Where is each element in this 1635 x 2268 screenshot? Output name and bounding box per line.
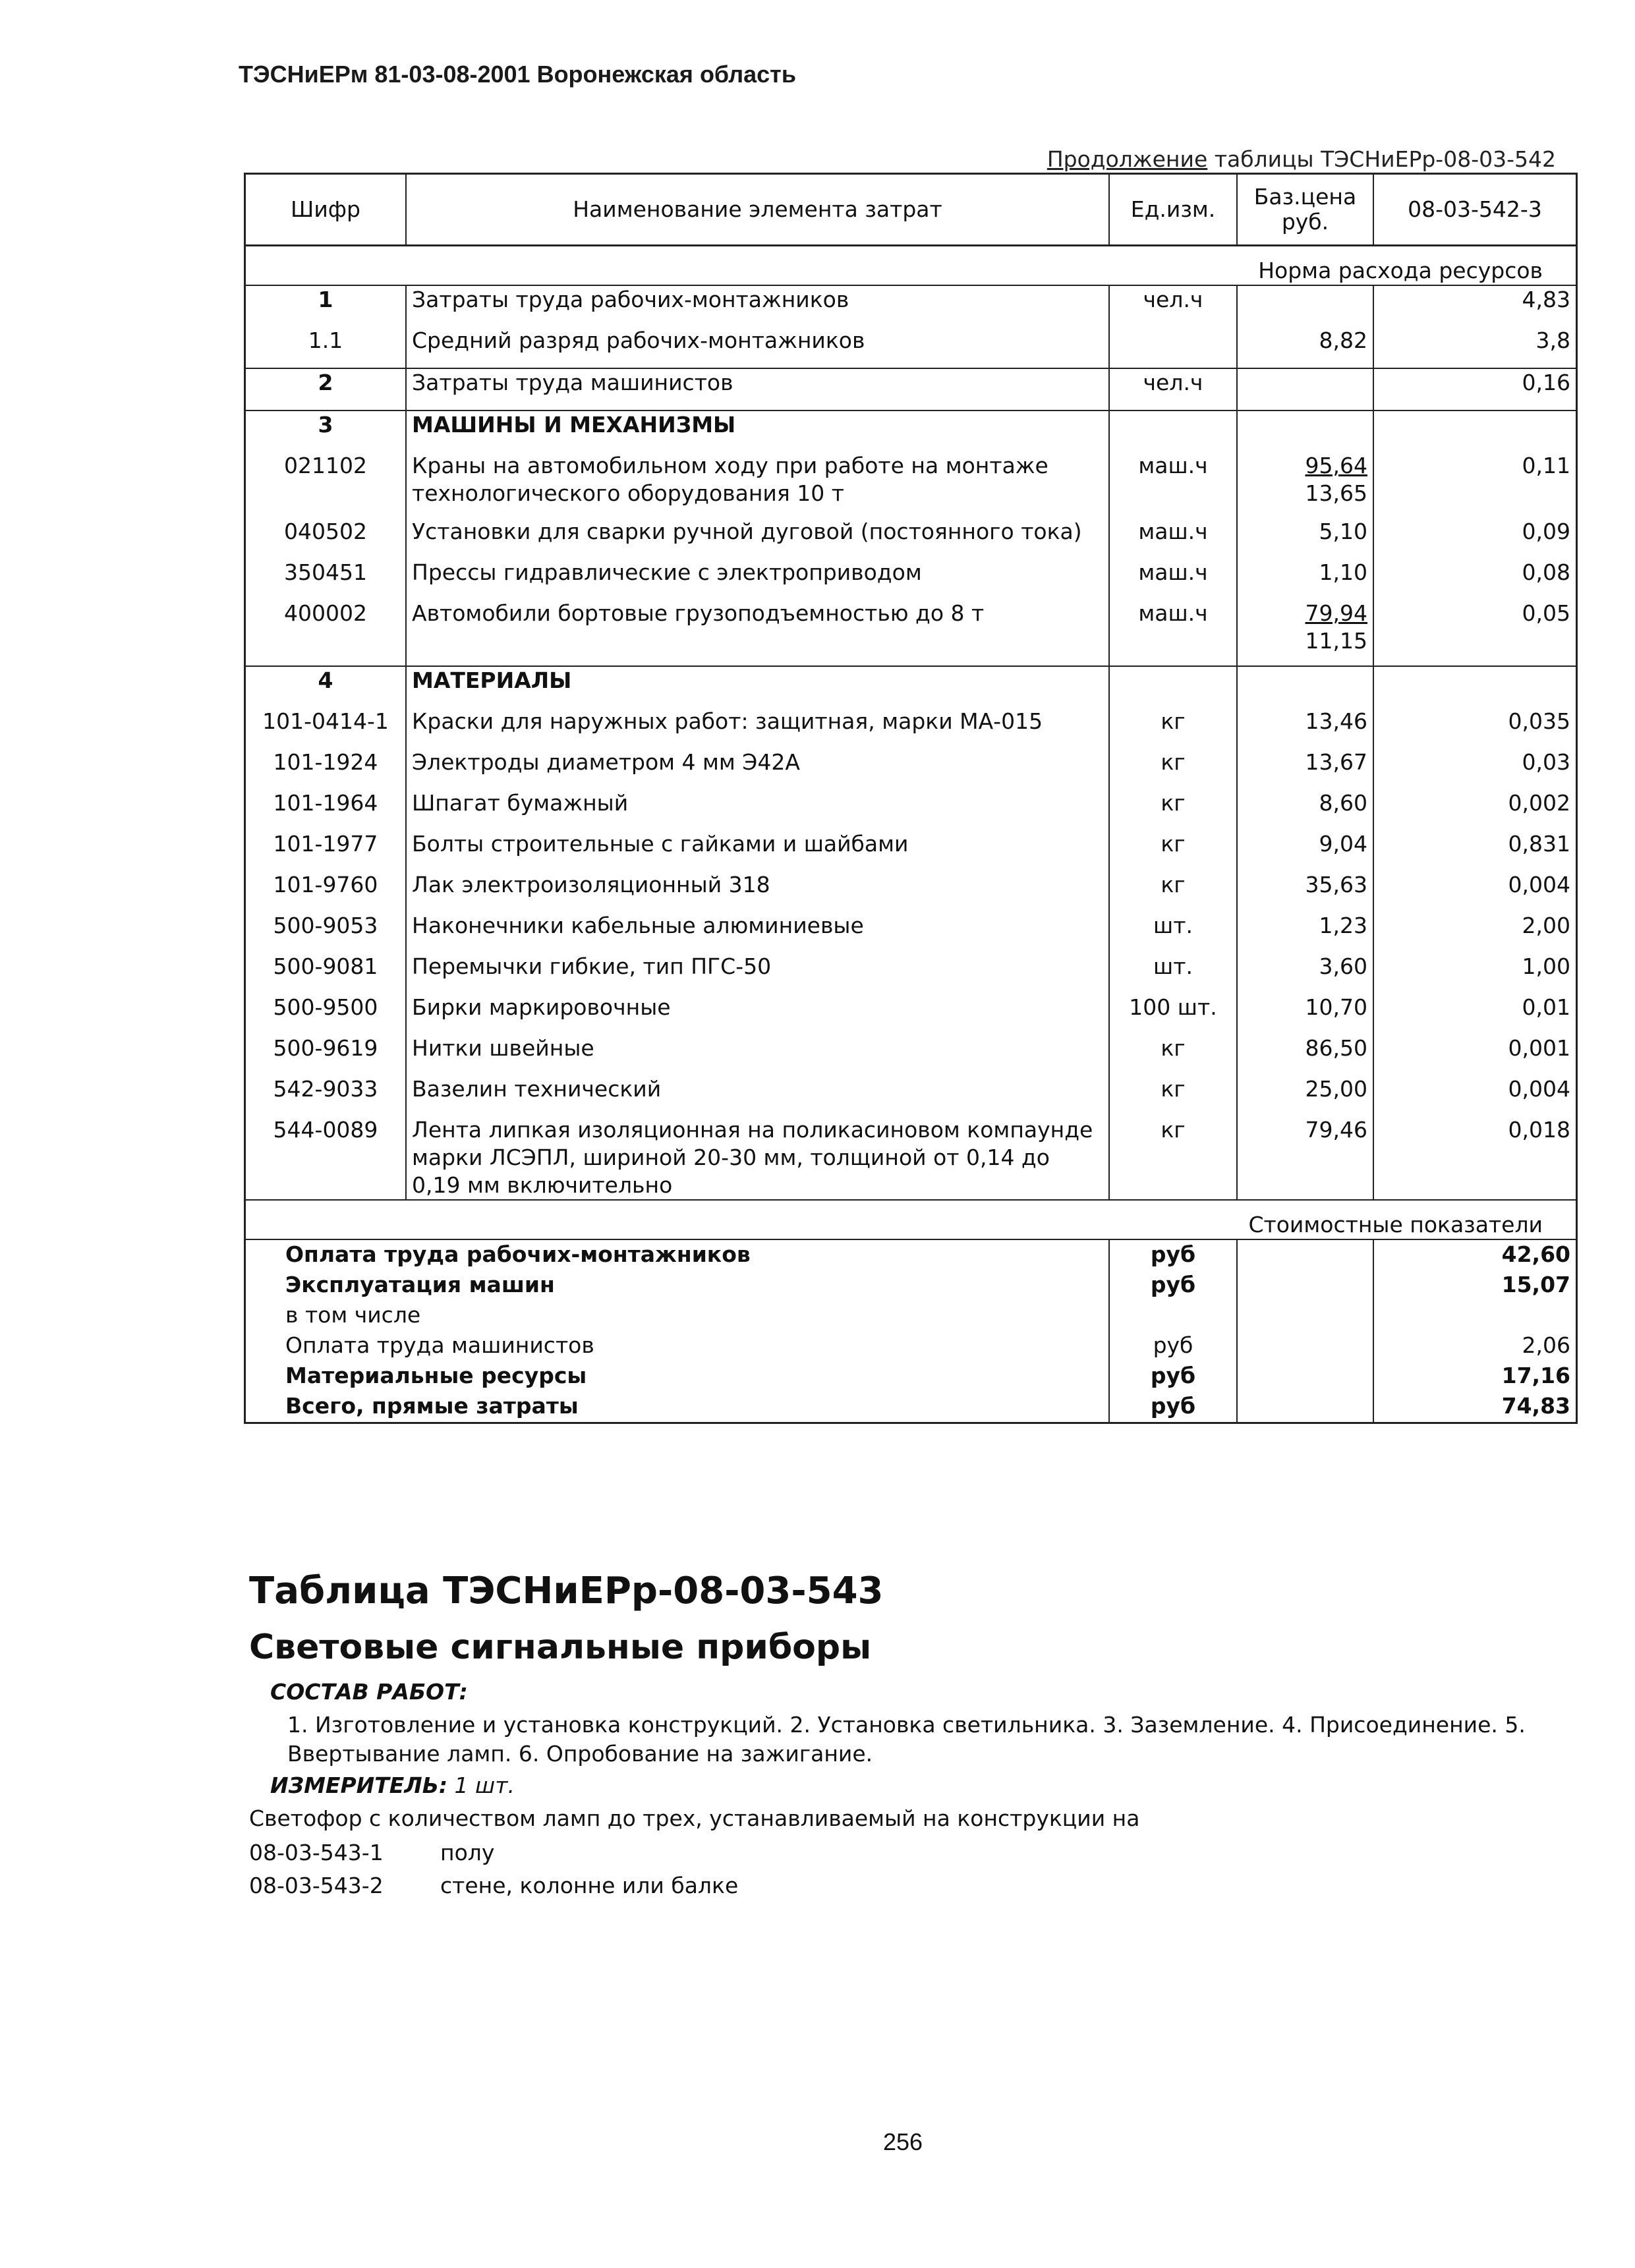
cell-price: 86,50 [1237, 1035, 1373, 1075]
summary-row [245, 1239, 1577, 1270]
description: Светофор с количеством ламп до трех, устанавливаемый на конструкции на [249, 1805, 1140, 1831]
cell-code: 500-9053 [245, 912, 407, 953]
cell-empty [1237, 1361, 1373, 1392]
resource-table [244, 173, 1578, 1424]
summary-row [245, 1301, 1577, 1331]
cell-value: 0,16 [1373, 368, 1577, 411]
cell-price: 3,60 [1237, 953, 1373, 994]
cell-name: Средний разряд рабочих-монтажников [406, 327, 1109, 368]
section-cost-label: Стоимостные показатели [245, 1200, 1577, 1239]
cell-code: 544-0089 [245, 1116, 407, 1200]
cell-empty [1109, 411, 1237, 452]
cell-value: 2,00 [1373, 912, 1577, 953]
cell-value: 0,01 [1373, 994, 1577, 1035]
summary-unit: руб [1109, 1392, 1237, 1423]
cell-code: 500-9619 [245, 1035, 407, 1075]
cell-price: 13,67 [1237, 749, 1373, 789]
header-column-code: 08-03-542-3 [1373, 174, 1577, 246]
summary-name: в том числе [245, 1301, 1110, 1331]
works-text: 1. Изготовление и установка конструкций. 2. Установка светильника. 3. Заземление. 4. Присоединение. 5. Ввертывание ламп. 6. Опробование на зажигание. [287, 1712, 1526, 1767]
cell-value: 0,09 [1373, 518, 1577, 559]
cell-empty [1237, 411, 1373, 452]
page-number: 256 [883, 2128, 923, 2155]
cell-price: 25,00 [1237, 1075, 1373, 1116]
cell-unit: маш.ч [1109, 559, 1237, 600]
cell-code: 500-9500 [245, 994, 407, 1035]
cell-code: 500-9081 [245, 953, 407, 994]
cell-name: Наконечники кабельные алюминиевые [406, 912, 1109, 953]
summary-row [245, 1361, 1577, 1392]
price-denominator: 13,65 [1305, 480, 1367, 506]
cell-code: 542-9033 [245, 1075, 407, 1116]
section-norm-label: Норма расхода ресурсов [245, 246, 1577, 286]
materials-title-row [245, 666, 1577, 708]
item-code: 08-03-543-1 [249, 1840, 384, 1865]
cell-code: 021102 [245, 452, 407, 518]
material-row [245, 953, 1577, 994]
cell-unit: кг [1109, 789, 1237, 830]
summary-name: Всего, прямые затраты [245, 1392, 1110, 1423]
measure-value: 1 шт. [447, 1772, 515, 1798]
material-row [245, 830, 1577, 871]
cell-code: 101-1977 [245, 830, 407, 871]
machines-title-row [245, 411, 1577, 452]
summary-value: 2,06 [1373, 1331, 1577, 1361]
material-row [245, 789, 1577, 830]
summary-unit: руб [1109, 1270, 1237, 1301]
cell-price [1237, 600, 1373, 666]
summary-unit: руб [1109, 1331, 1237, 1361]
material-row [245, 1035, 1577, 1075]
cell-unit: кг [1109, 749, 1237, 789]
summary-row [245, 1270, 1577, 1301]
summary-value: 74,83 [1373, 1392, 1577, 1423]
cell-value: 0,004 [1373, 1075, 1577, 1116]
cell-code: 400002 [245, 600, 407, 666]
header-unit: Ед.изм. [1109, 174, 1237, 246]
cell-name: Болты строительные с гайками и шайбами [406, 830, 1109, 871]
machine-row [245, 518, 1577, 559]
summary-unit [1109, 1301, 1237, 1331]
cell-code: 4 [245, 666, 407, 708]
price-numerator: 79,94 [1305, 600, 1367, 626]
cell-price: 1,10 [1237, 559, 1373, 600]
cell-empty [1237, 1270, 1373, 1301]
header-price-line2: руб. [1281, 209, 1329, 235]
header-name: Наименование элемента затрат [406, 174, 1109, 246]
labor-row [245, 285, 1577, 327]
cell-price: 5,10 [1237, 518, 1373, 559]
cell-value: 4,83 [1373, 285, 1577, 327]
cell-name: Лента липкая изоляционная на поликасиновом компаунде марки ЛСЭПЛ, шириной 20-30 мм, толщиной от 0,14 до 0,19 мм включительно [406, 1116, 1109, 1200]
cell-unit: чел.ч [1109, 285, 1237, 327]
cell-price [1237, 452, 1373, 518]
cell-unit: маш.ч [1109, 452, 1237, 518]
table-header-row [245, 174, 1577, 246]
cell-name: Лак электроизоляционный 318 [406, 871, 1109, 912]
item-row [249, 1840, 494, 1865]
cell-name: Нитки швейные [406, 1035, 1109, 1075]
cell-name: Установки для сварки ручной дуговой (постоянного тока) [406, 518, 1109, 559]
cell-name: Перемычки гибкие, тип ПГС-50 [406, 953, 1109, 994]
cell-code: 3 [245, 411, 407, 452]
summary-name: Оплата труда рабочих-монтажников [245, 1239, 1110, 1270]
header-price-line1: Баз.цена [1253, 184, 1357, 210]
cell-name: Электроды диаметром 4 мм Э42А [406, 749, 1109, 789]
cell-empty [1237, 1239, 1373, 1270]
cell-unit: кг [1109, 871, 1237, 912]
material-row [245, 1116, 1577, 1200]
header-code: Шифр [245, 174, 407, 246]
cell-code: 040502 [245, 518, 407, 559]
cell-unit: кг [1109, 830, 1237, 871]
item-row [249, 1873, 738, 1898]
machine-row [245, 600, 1577, 666]
material-row [245, 708, 1577, 749]
summary-unit: руб [1109, 1361, 1237, 1392]
cell-price: 1,23 [1237, 912, 1373, 953]
machinists-row [245, 368, 1577, 411]
cell-name: Автомобили бортовые грузоподъемностью до 8 т [406, 600, 1109, 666]
table-continuation-caption [1047, 146, 1556, 172]
summary-name: Оплата труда машинистов [245, 1331, 1110, 1361]
material-row [245, 871, 1577, 912]
section-title: МАШИНЫ И МЕХАНИЗМЫ [406, 411, 1109, 452]
cell-empty [1373, 411, 1577, 452]
material-row [245, 912, 1577, 953]
cell-code: 1 [245, 285, 407, 327]
cell-price [1237, 285, 1373, 327]
cell-value: 0,018 [1373, 1116, 1577, 1200]
cell-unit: шт. [1109, 912, 1237, 953]
works-heading: СОСТАВ РАБОТ: [270, 1679, 468, 1705]
cell-value: 0,05 [1373, 600, 1577, 666]
cell-code: 101-9760 [245, 871, 407, 912]
cell-value: 0,831 [1373, 830, 1577, 871]
summary-value: 42,60 [1373, 1239, 1577, 1270]
cell-empty [1237, 666, 1373, 708]
cell-empty [1237, 1301, 1373, 1331]
page-header: ТЭСНиЕРм 81-03-08-2001 Воронежская область [239, 61, 796, 88]
cell-value: 0,035 [1373, 708, 1577, 749]
cell-name: Краны на автомобильном ходу при работе на монтаже технологического оборудования 10 т [406, 452, 1109, 518]
caption-prefix: Продолжение [1047, 146, 1208, 172]
cell-unit: 100 шт. [1109, 994, 1237, 1035]
cell-empty [1237, 1331, 1373, 1361]
cell-unit: маш.ч [1109, 518, 1237, 559]
summary-row [245, 1331, 1577, 1361]
section-cost-row [245, 1200, 1577, 1239]
cell-price: 8,60 [1237, 789, 1373, 830]
measure-line [270, 1772, 515, 1798]
cell-code: 350451 [245, 559, 407, 600]
cell-unit: кг [1109, 1035, 1237, 1075]
cell-price: 10,70 [1237, 994, 1373, 1035]
cell-price: 35,63 [1237, 871, 1373, 912]
cell-code: 101-0414-1 [245, 708, 407, 749]
labor-row [245, 327, 1577, 368]
material-row [245, 994, 1577, 1035]
item-code: 08-03-543-2 [249, 1873, 384, 1898]
cell-unit: кг [1109, 1116, 1237, 1200]
cell-name: Затраты труда рабочих-монтажников [406, 285, 1109, 327]
cell-price: 13,46 [1237, 708, 1373, 749]
next-table-subtitle: Световые сигнальные приборы [249, 1628, 872, 1667]
next-table-title: Таблица ТЭСНиЕРр-08-03-543 [249, 1570, 884, 1612]
cell-value: 0,004 [1373, 871, 1577, 912]
price-denominator: 11,15 [1305, 628, 1367, 654]
cell-unit: чел.ч [1109, 368, 1237, 411]
cell-code: 1.1 [245, 327, 407, 368]
cell-price: 8,82 [1237, 327, 1373, 368]
cell-unit: кг [1109, 708, 1237, 749]
cell-empty [1373, 666, 1577, 708]
cell-code: 2 [245, 368, 407, 411]
cell-name: Бирки маркировочные [406, 994, 1109, 1035]
cell-value: 0,002 [1373, 789, 1577, 830]
cell-name: Шпагат бумажный [406, 789, 1109, 830]
section-norm-row [245, 246, 1577, 286]
cell-value: 0,001 [1373, 1035, 1577, 1075]
measure-label: ИЗМЕРИТЕЛЬ: [270, 1772, 448, 1798]
cell-value: 3,8 [1373, 327, 1577, 368]
header-price [1237, 174, 1373, 246]
machine-row [245, 559, 1577, 600]
cell-name: Прессы гидравлические с электроприводом [406, 559, 1109, 600]
cell-price: 9,04 [1237, 830, 1373, 871]
cell-code: 101-1964 [245, 789, 407, 830]
price-numerator: 95,64 [1305, 453, 1367, 478]
cell-price [1237, 368, 1373, 411]
material-row [245, 1075, 1577, 1116]
summary-value: 17,16 [1373, 1361, 1577, 1392]
summary-name: Материальные ресурсы [245, 1361, 1110, 1392]
caption-rest: таблицы ТЭСНиЕРр-08-03-542 [1207, 146, 1556, 172]
cell-name: Вазелин технический [406, 1075, 1109, 1116]
item-text: стене, колонне или балке [440, 1873, 739, 1898]
cell-unit: шт. [1109, 953, 1237, 994]
cell-value: 0,03 [1373, 749, 1577, 789]
item-text: полу [440, 1840, 495, 1865]
section-title: МАТЕРИАЛЫ [406, 666, 1109, 708]
cell-price: 79,46 [1237, 1116, 1373, 1200]
cell-name: Краски для наружных работ: защитная, марки МА-015 [406, 708, 1109, 749]
cell-empty [1109, 666, 1237, 708]
cell-unit [1109, 327, 1237, 368]
summary-value [1373, 1301, 1577, 1331]
cell-unit: кг [1109, 1075, 1237, 1116]
summary-name: Эксплуатация машин [245, 1270, 1110, 1301]
cell-value: 0,08 [1373, 559, 1577, 600]
summary-row [245, 1392, 1577, 1423]
cell-value: 0,11 [1373, 452, 1577, 518]
material-row [245, 749, 1577, 789]
summary-value: 15,07 [1373, 1270, 1577, 1301]
cell-unit: маш.ч [1109, 600, 1237, 666]
cell-empty [1237, 1392, 1373, 1423]
cell-name: Затраты труда машинистов [406, 368, 1109, 411]
cell-value: 1,00 [1373, 953, 1577, 994]
summary-unit: руб [1109, 1239, 1237, 1270]
cell-code: 101-1924 [245, 749, 407, 789]
machine-row [245, 452, 1577, 518]
